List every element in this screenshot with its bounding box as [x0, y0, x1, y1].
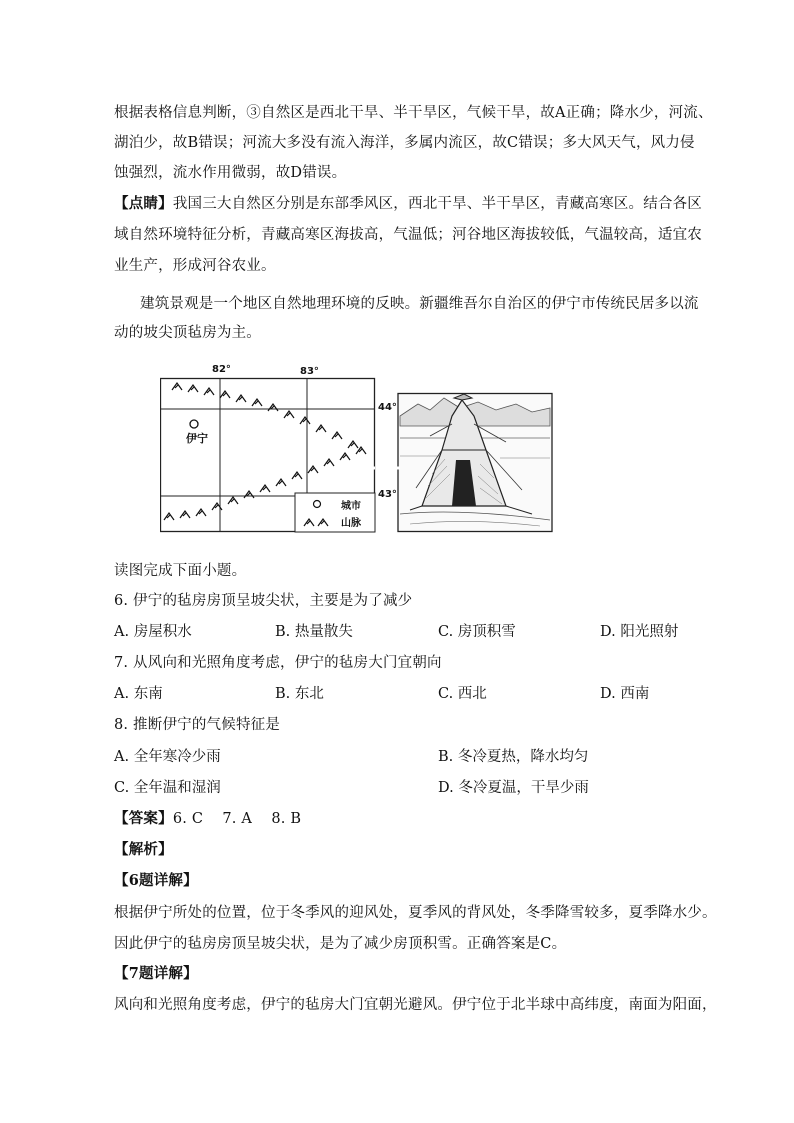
- question-7-option-c: C. 西北: [438, 686, 487, 702]
- question-6-option-c: C. 房顶积雪: [438, 624, 516, 640]
- paragraph-line: 蚀强烈，流水作用微弱，故D错误。: [114, 165, 347, 181]
- paragraph-line: 动的坡尖顶毡房为主。: [114, 325, 261, 341]
- question-7-option-a: A. 东南: [114, 686, 163, 702]
- latitude-44-label: 44°: [378, 402, 397, 413]
- question-6-option-d: D. 阳光照射: [600, 624, 679, 640]
- question-6-option-a: A. 房屋积水: [114, 624, 192, 640]
- question-6-stem: 6. 伊宁的毡房房顶呈坡尖状，主要是为了减少: [114, 593, 413, 609]
- paragraph-line: 域自然环境特征分析，青藏高寒区海拔高，气温低；河谷地区海拔较低，气温较高，适宜农: [114, 227, 702, 243]
- answer-tag: 【答案】: [114, 810, 173, 827]
- question-8-option-a: A. 全年寒冷少雨: [114, 749, 221, 765]
- note-text: 我国三大自然区分别是东部季风区，西北干旱、半干旱区，青藏高寒区。结合各区: [172, 196, 703, 212]
- paragraph-line: 湖泊少，故B错误；河流大多没有流入海洋，多属内流区，故C错误；多大风天气，风力侵: [114, 135, 695, 151]
- q6-detail-line: 根据伊宁所处的位置，位于冬季风的迎风处，夏季风的背风处，冬季降雪较多，夏季降水少。: [114, 905, 717, 921]
- paragraph-line: 建筑景观是一个地区自然地理环境的反映。新疆维吾尔自治区的伊宁市传统民居多以流: [140, 296, 699, 312]
- city-yining-label: 伊宁: [186, 432, 208, 445]
- longitude-83-label: 83°: [300, 366, 319, 377]
- note-line: [114, 194, 703, 214]
- note-tag: 【点睛】: [114, 195, 173, 212]
- question-8-option-d: D. 冬冷夏温，干旱少雨: [438, 780, 589, 796]
- q7-detail-tag: 【7题详解】: [114, 965, 198, 982]
- q7-detail-line: 风向和光照角度考虑，伊宁的毡房大门宜朝光避风。伊宁位于北半球中高纬度，南面为阳面，: [114, 997, 717, 1013]
- paragraph-line: 根据表格信息判断，③自然区是西北干旱、半干旱区，气候干旱，故A正确；降水少，河流、: [114, 105, 713, 121]
- latitude-43-label: 43°: [378, 489, 397, 500]
- answer-line: [114, 809, 694, 829]
- q6-detail-line: 因此伊宁的毡房房顶呈坡尖状，是为了减少房顶积雪。正确答案是C。: [114, 936, 567, 952]
- analysis-tag: 【解析】: [114, 841, 173, 858]
- legend-mountain-label: 山脉: [341, 518, 361, 529]
- question-7-option-b: B. 东北: [275, 686, 324, 702]
- question-8-option-c: C. 全年温和湿润: [114, 780, 221, 796]
- map-and-yurt-figure: [160, 364, 558, 536]
- q6-detail-tag: 【6题详解】: [114, 872, 198, 889]
- question-8-option-b: B. 冬冷夏热，降水均匀: [438, 749, 589, 765]
- question-7-stem: 7. 从风向和光照角度考虑，伊宁的毡房大门宜朝向: [114, 655, 442, 671]
- question-8-stem: 8. 推断伊宁的气候特征是: [114, 717, 281, 733]
- paragraph-line: 业生产，形成河谷农业。: [114, 258, 276, 274]
- answer-text: 6. C 7. A 8. B: [172, 811, 302, 827]
- longitude-82-label: 82°: [212, 364, 231, 375]
- question-7-option-d: D. 西南: [600, 686, 650, 702]
- instruction-line: 读图完成下面小题。: [114, 563, 247, 579]
- legend-city-label: 城市: [341, 501, 361, 512]
- question-6-option-b: B. 热量散失: [275, 624, 353, 640]
